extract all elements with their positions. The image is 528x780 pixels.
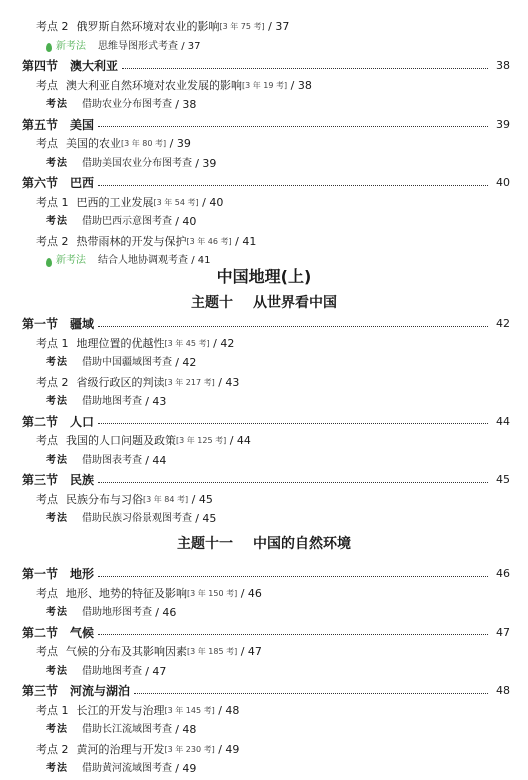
page-number: 48 xyxy=(496,684,510,697)
page-number: / 40 xyxy=(175,215,197,228)
topic-label: 考点 1 xyxy=(36,195,69,209)
toc-method-entry[interactable] xyxy=(46,212,528,232)
topic-text: 俄罗斯自然环境对农业的影响 xyxy=(76,20,220,33)
topic-text: 热带雨林的开发与保护 xyxy=(76,234,187,248)
toc-new-method-entry[interactable] xyxy=(46,251,528,271)
toc-new-method-entry[interactable] xyxy=(46,37,528,57)
topic-label: 考点 xyxy=(36,645,58,658)
toc-section-entry[interactable] xyxy=(22,412,510,432)
method-text: 借助黄河流域图考查 xyxy=(82,763,172,774)
page-number: / 41 xyxy=(235,234,257,248)
section-number: 第二节 xyxy=(22,625,59,640)
topic-label: 考点 xyxy=(36,492,58,506)
topic-text: 巴西的工业发展 xyxy=(76,195,154,209)
topic-text: 地理位置的优越性 xyxy=(76,336,165,350)
topic-label: 考点 2 xyxy=(36,375,69,389)
toc-topic-entry[interactable] xyxy=(36,740,528,760)
section-number: 第一节 xyxy=(22,567,59,581)
page-number: / 42 xyxy=(175,356,197,369)
page-number: / 39 xyxy=(195,156,217,170)
topic-text: 我国的人口问题及政策 xyxy=(66,434,176,447)
dot-leader xyxy=(98,634,488,635)
section-title: 巴西 xyxy=(70,176,95,190)
topic-text: 黄河的治理与开发 xyxy=(76,742,165,756)
method-label: 考法 xyxy=(46,607,68,618)
toc-section-entry[interactable] xyxy=(22,470,510,490)
toc-section-entry[interactable] xyxy=(22,115,510,135)
exam-frequency: [3 年 217 考] xyxy=(164,377,215,387)
theme-ten-heading xyxy=(0,292,528,312)
dot-leader xyxy=(98,482,488,483)
dot-leader xyxy=(98,126,488,127)
new-method-text: 结合人地协调观考查 xyxy=(98,255,188,266)
topic-label: 考点 xyxy=(36,586,58,600)
section-title: 人口 xyxy=(70,414,95,429)
page-number: / 46 xyxy=(155,606,177,619)
page-number: / 49 xyxy=(175,762,197,775)
toc-topic-entry[interactable] xyxy=(36,584,528,604)
section-title: 民族 xyxy=(70,473,95,487)
dot-leader xyxy=(98,576,488,577)
section-number: 第一节 xyxy=(22,317,59,331)
exam-frequency: [3 年 45 考] xyxy=(164,338,210,348)
page-number: / 47 xyxy=(240,645,262,658)
section-title: 河流与湖泊 xyxy=(70,684,131,698)
section-number: 第六节 xyxy=(22,176,59,190)
method-text: 借助地图考查 xyxy=(82,396,142,407)
toc-topic-entry[interactable] xyxy=(36,76,528,96)
toc-section-entry[interactable] xyxy=(22,681,510,701)
topic-label: 考点 2 xyxy=(36,234,69,248)
page-number: 44 xyxy=(496,414,510,428)
dot-leader xyxy=(98,326,488,327)
method-text: 借助民族习俗景观图考查 xyxy=(82,513,192,524)
page-number: / 48 xyxy=(175,723,197,736)
exam-frequency: [3 年 145 考] xyxy=(164,705,215,715)
section-title: 气候 xyxy=(70,625,95,640)
section-title: 地形 xyxy=(70,567,95,581)
page-number: / 41 xyxy=(191,255,211,266)
section-title: 澳大利亚 xyxy=(70,59,119,73)
section-title: 美国 xyxy=(70,117,95,132)
method-label: 考法 xyxy=(46,357,68,368)
exam-frequency: [3 年 185 考] xyxy=(187,647,238,656)
method-text: 借助地形图考查 xyxy=(82,607,152,618)
toc-method-entry[interactable] xyxy=(46,451,528,471)
method-text: 借助中国疆域图考查 xyxy=(82,357,172,368)
exam-frequency: [3 年 84 考] xyxy=(143,494,189,504)
theme-ten-title: 从世界看中国 xyxy=(253,295,337,311)
topic-label: 考点 1 xyxy=(36,703,69,717)
exam-frequency: [3 年 230 考] xyxy=(164,744,215,754)
toc-method-entry[interactable] xyxy=(46,662,528,682)
toc-method-entry[interactable] xyxy=(46,95,528,115)
toc-section-entry[interactable] xyxy=(22,314,510,334)
method-label: 考法 xyxy=(46,513,68,524)
topic-label: 考点 1 xyxy=(36,336,69,350)
leaf-icon xyxy=(46,43,52,52)
topic-label: 考点 2 xyxy=(36,20,69,33)
toc-topic-entry[interactable] xyxy=(36,193,528,213)
topic-label: 考点 xyxy=(36,137,58,150)
page-number: / 49 xyxy=(218,742,240,756)
page-number: 38 xyxy=(496,59,510,72)
toc-topic-entry[interactable] xyxy=(36,373,528,393)
method-label: 考法 xyxy=(46,157,68,169)
method-label: 考法 xyxy=(46,763,68,774)
method-label: 考法 xyxy=(46,99,68,110)
page-number: / 39 xyxy=(169,137,191,150)
method-label: 考法 xyxy=(46,216,68,227)
section-number: 第二节 xyxy=(22,414,59,429)
toc-topic-entry[interactable] xyxy=(36,490,528,510)
exam-frequency: [3 年 80 考] xyxy=(121,139,167,148)
toc-section-entry[interactable] xyxy=(22,623,510,643)
topic-label: 考点 xyxy=(36,78,58,92)
topic-label: 考点 xyxy=(36,434,58,447)
section-number: 第四节 xyxy=(22,59,59,73)
theme-eleven-heading xyxy=(0,533,528,553)
method-label: 考法 xyxy=(46,396,68,407)
toc-method-entry[interactable] xyxy=(46,603,528,623)
page-number: 47 xyxy=(496,625,510,639)
topic-label: 考点 2 xyxy=(36,742,69,756)
method-text: 借助农业分布图考查 xyxy=(82,99,172,110)
part-title: 中国地理(上) xyxy=(216,267,312,286)
toc-method-entry[interactable] xyxy=(46,353,528,373)
new-method-label: 新考法 xyxy=(56,40,86,52)
method-text: 借助美国农业分布图考查 xyxy=(82,157,192,169)
exam-frequency: [3 年 46 考] xyxy=(186,236,232,246)
page-number: 40 xyxy=(496,176,510,189)
page-number: / 44 xyxy=(145,453,167,467)
toc-topic-entry[interactable] xyxy=(36,701,528,721)
toc-topic-entry[interactable] xyxy=(36,642,528,662)
topic-text: 长江的开发与治理 xyxy=(76,703,165,717)
theme-ten-number: 主题十 xyxy=(191,295,233,311)
exam-frequency: [3 年 19 考] xyxy=(242,80,288,90)
method-label: 考法 xyxy=(46,665,68,677)
toc-method-entry[interactable] xyxy=(46,154,528,174)
page-number: 46 xyxy=(496,567,510,580)
page-number: 39 xyxy=(496,117,510,131)
leaf-icon xyxy=(46,258,52,267)
new-method-label: 新考法 xyxy=(56,255,86,266)
topic-text: 地形、地势的特征及影响 xyxy=(66,586,187,600)
section-number: 第三节 xyxy=(22,684,59,698)
toc-topic-entry[interactable] xyxy=(36,17,528,37)
dot-leader xyxy=(98,185,488,186)
method-text: 借助地图考查 xyxy=(82,665,142,677)
topic-text: 美国的农业 xyxy=(66,137,121,150)
toc-section-entry[interactable] xyxy=(22,564,510,584)
toc-method-entry[interactable] xyxy=(46,759,528,779)
section-number: 第三节 xyxy=(22,473,59,487)
toc-method-entry[interactable] xyxy=(46,720,528,740)
method-text: 借助巴西示意图考查 xyxy=(82,216,172,227)
page-number: / 37 xyxy=(268,20,290,33)
new-method-text: 思维导图形式考查 xyxy=(98,40,178,52)
dot-leader xyxy=(98,423,488,424)
toc-method-entry[interactable] xyxy=(46,509,528,529)
page-number: / 40 xyxy=(202,195,224,209)
topic-text: 民族分布与习俗 xyxy=(66,492,143,506)
page-number: / 45 xyxy=(191,492,213,506)
exam-frequency: [3 年 75 考] xyxy=(219,22,265,31)
page-number: / 38 xyxy=(290,78,312,92)
page-number: / 45 xyxy=(195,512,217,525)
method-text: 借助长江流域图考查 xyxy=(82,724,172,735)
topic-text: 省级行政区的判读 xyxy=(76,375,165,389)
page-number: / 44 xyxy=(229,434,251,447)
theme-eleven-title: 中国的自然环境 xyxy=(253,536,351,552)
topic-text: 澳大利亚自然环境对农业发展的影响 xyxy=(66,78,242,92)
page-number: / 43 xyxy=(145,395,167,408)
toc-topic-entry[interactable] xyxy=(36,334,528,354)
dot-leader xyxy=(122,68,488,69)
toc-topic-entry[interactable] xyxy=(36,232,528,252)
toc-topic-entry[interactable] xyxy=(36,134,528,154)
dot-leader xyxy=(134,693,488,694)
toc-topic-entry[interactable] xyxy=(36,431,528,451)
method-text: 借助图表考查 xyxy=(82,454,142,466)
method-label: 考法 xyxy=(46,454,68,466)
page-number: / 37 xyxy=(181,40,201,52)
page-number: / 48 xyxy=(218,703,240,717)
page-number: / 42 xyxy=(213,336,235,350)
topic-text: 气候的分布及其影响因素 xyxy=(66,645,187,658)
theme-eleven-number: 主题十一 xyxy=(177,536,233,552)
page-number: / 46 xyxy=(240,586,262,600)
section-title: 疆域 xyxy=(70,317,95,331)
toc-section-entry[interactable] xyxy=(22,56,510,76)
page-number: / 43 xyxy=(218,375,240,389)
section-number: 第五节 xyxy=(22,117,59,132)
method-label: 考法 xyxy=(46,724,68,735)
exam-frequency: [3 年 54 考] xyxy=(153,197,199,207)
exam-frequency: [3 年 125 考] xyxy=(176,436,227,445)
page-number: 42 xyxy=(496,317,510,330)
exam-frequency: [3 年 150 考] xyxy=(187,588,238,598)
toc-method-entry[interactable] xyxy=(46,392,528,412)
toc-section-entry[interactable] xyxy=(22,173,510,193)
page-number: / 47 xyxy=(145,664,167,678)
page-number: / 38 xyxy=(175,98,197,111)
page-number: 45 xyxy=(496,473,510,486)
